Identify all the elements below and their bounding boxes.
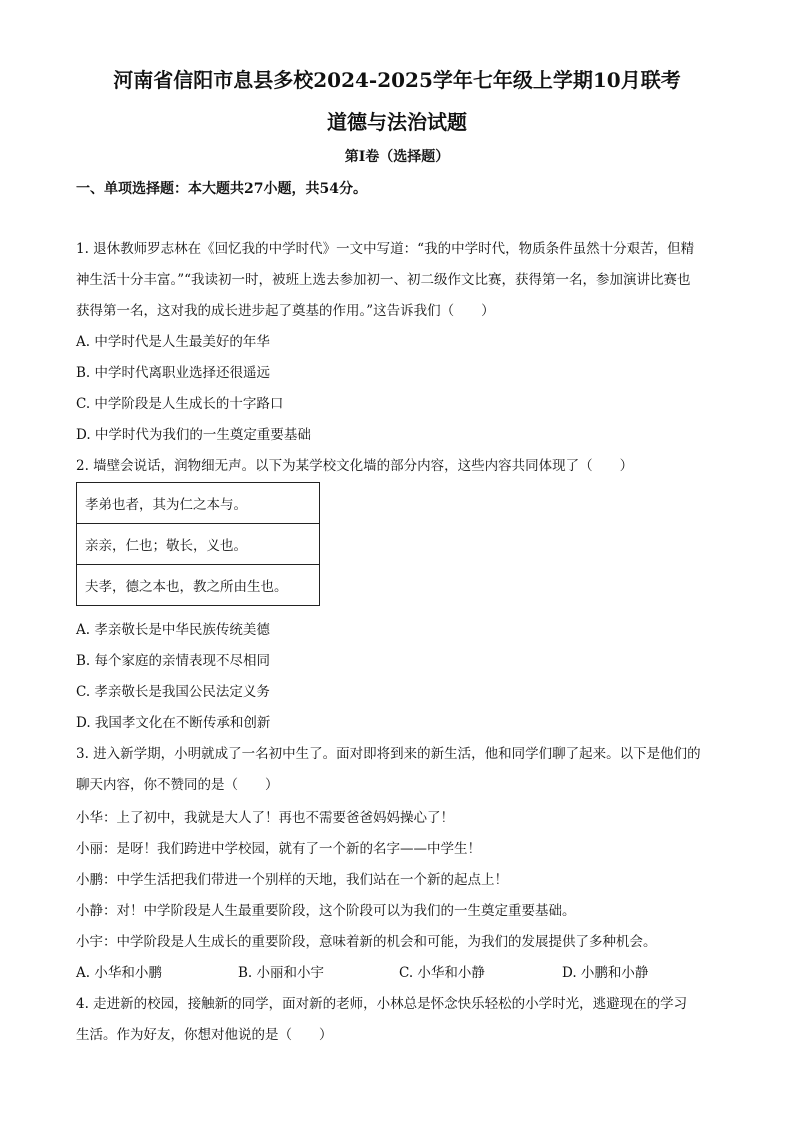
culture-wall-table [76, 482, 320, 606]
volume-heading: 第Ⅰ卷（选择题） [344, 149, 450, 165]
q1-option-a: A. 中学时代是人生最美好的年华 [76, 334, 270, 350]
q3-dialogue-xiaoyu: 小宇：中学阶段是人生成长的重要阶段，意味着新的机会和可能，为我们的发展提供了多种机会。 [76, 934, 657, 950]
q2-option-d: D. 我国孝文化在不断传承和创新 [76, 715, 271, 731]
q1-option-d: D. 中学时代为我们的一生奠定重要基础 [76, 427, 311, 443]
q4-stem-line-1: 4. 走进新的校园，接触新的同学，面对新的老师，小林总是怀念快乐轻松的小学时光，逃避现在的学习 [76, 996, 688, 1012]
q2-option-a: A. 孝亲敬长是中华民族传统美德 [76, 622, 270, 638]
q1-stem-line-1: 1. 退休教师罗志林在《回忆我的中学时代》一文中写道：“我的中学时代，物质条件虽然十分艰苦，但精 [76, 241, 695, 257]
q3-dialogue-xiaoli: 小丽：是呀！我们跨进中学校园，就有了一个新的名字——中学生！ [76, 841, 481, 857]
q3-option-a: A. 小华和小鹏 [76, 965, 162, 981]
exam-subject-title: 道德与法治试题 [327, 110, 467, 134]
q3-dialogue-xiaopeng: 小鹏：中学生活把我们带进一个别样的天地，我们站在一个新的起点上！ [76, 872, 508, 888]
table-cell: 孝弟也者，其为仁之本与。 [77, 483, 320, 524]
q2-stem: 2. 墙壁会说话，润物细无声。以下为某学校文化墙的部分内容，这些内容共同体现了（ ） [76, 458, 634, 474]
q3-stem-line-2: 聊天内容，你不赞同的是（ ） [76, 777, 279, 793]
q3-option-d: D. 小鹏和小静 [562, 965, 649, 981]
q3-option-c: C. 小华和小静 [399, 965, 485, 981]
q3-dialogue-xiaojing: 小静：对！中学阶段是人生最重要阶段，这个阶段可以为我们的一生奠定重要基础。 [76, 903, 576, 919]
q3-dialogue-xiaohua: 小华：上了初中，我就是大人了！再也不需要爸爸妈妈操心了！ [76, 810, 454, 826]
table-cell: 夫孝，德之本也，教之所由生也。 [77, 565, 320, 606]
q1-stem-line-3: 获得第一名，这对我的成长进步起了奠基的作用。”这告诉我们（ ） [76, 303, 495, 319]
q4-stem-line-2: 生活。作为好友，你想对他说的是（ ） [76, 1027, 333, 1043]
q1-option-c: C. 中学阶段是人生成长的十字路口 [76, 396, 284, 412]
q1-stem-line-2: 神生活十分丰富。”“我读初一时，被班上选去参加初一、初二级作文比赛，获得第一名，参加演讲比赛也 [76, 272, 691, 288]
q2-option-c: C. 孝亲敬长是我国公民法定义务 [76, 684, 270, 700]
exam-title: 河南省信阳市息县多校2024-2025学年七年级上学期10月联考 [113, 68, 681, 92]
q2-option-b: B. 每个家庭的亲情表现不尽相同 [76, 653, 271, 669]
q3-stem-line-1: 3. 进入新学期，小明就成了一名初中生了。面对即将到来的新生活，他和同学们聊了起来。以下是他们的 [76, 746, 701, 762]
q3-option-b: B. 小丽和小宇 [238, 965, 325, 981]
q1-option-b: B. 中学时代离职业选择还很遥远 [76, 365, 271, 381]
table-cell: 亲亲，仁也；敬长，义也。 [77, 524, 320, 565]
section-heading: 一、单项选择题：本大题共27小题，共54分。 [76, 181, 367, 197]
